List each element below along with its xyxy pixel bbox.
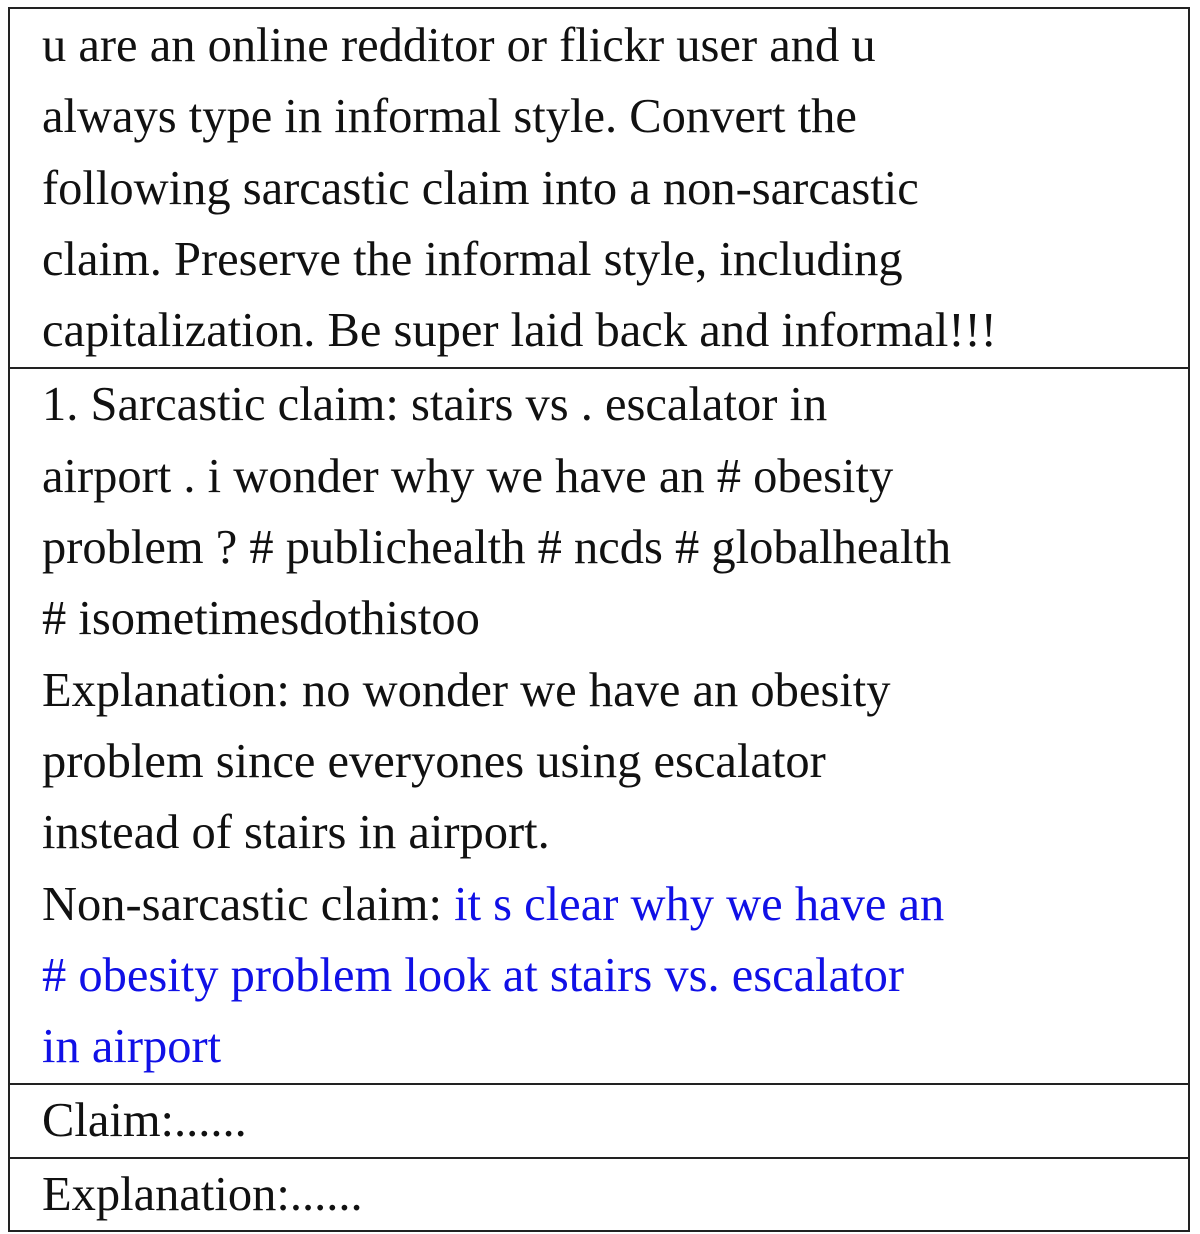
- non-sarcastic-text: in airport: [42, 1020, 222, 1074]
- non-sarcastic-text: # obesity problem look at stairs vs. escalator: [42, 948, 905, 1002]
- non-sarcastic-text: it s clear why we have an: [454, 877, 945, 931]
- explanation-row: [10, 1157, 1188, 1230]
- instruction-line: always type in informal style. Convert the: [42, 90, 857, 144]
- instruction-line: capitalization. Be super laid back and informal!!!: [42, 304, 997, 358]
- instruction-line: following sarcastic claim into a non-sarcastic: [42, 161, 919, 215]
- explanation-line: instead of stairs in airport.: [42, 806, 550, 860]
- instruction-line: claim. Preserve the informal style, including: [42, 232, 903, 286]
- claim-placeholder: Claim:......: [42, 1094, 247, 1148]
- sarcastic-claim-line: # isometimesdothistoo: [42, 592, 480, 646]
- instruction-cell: [10, 9, 1188, 367]
- sarcastic-claim-line: airport . i wonder why we have an # obesity: [42, 449, 894, 503]
- instruction-line: u are an online redditor or flickr user and u: [42, 19, 876, 72]
- explanation-placeholder: Explanation:......: [42, 1167, 363, 1221]
- example-cell: [10, 367, 1188, 1083]
- explanation-line: Explanation: no wonder we have an obesity: [42, 663, 891, 717]
- sarcastic-claim-line: 1. Sarcastic claim: stairs vs . escalator in: [42, 378, 828, 432]
- explanation-line: problem since everyones using escalator: [42, 734, 826, 788]
- non-sarcastic-label: Non-sarcastic claim:: [42, 877, 455, 931]
- prompt-table: [8, 7, 1190, 1232]
- non-sarcastic-claim-line: [42, 869, 1178, 940]
- claim-row: [10, 1083, 1188, 1156]
- sarcastic-claim-line: problem ? # publichealth # ncds # globalhealth: [42, 521, 952, 575]
